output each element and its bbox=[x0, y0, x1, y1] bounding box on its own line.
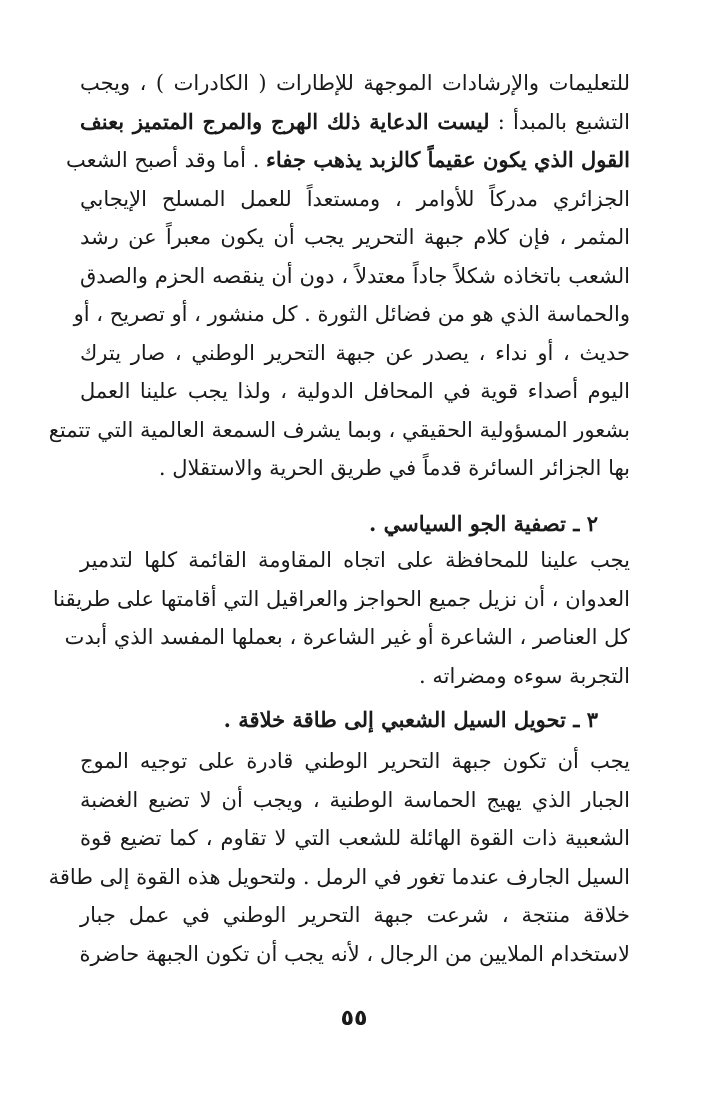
text-line-mixed bbox=[80, 103, 630, 142]
text-line: اليوم أصداء قوية في المحافل الدولية ، ولذا يجب علينا العمل bbox=[80, 379, 630, 403]
text-line: الجبار الذي يهيج الحماسة الوطنية ، ويجب أن لا تضيع الغضبة bbox=[80, 787, 630, 812]
text-line: السيل الجارف عندما تغور في الرمل . ولتحويل هذه القوة إلى طاقة bbox=[48, 864, 630, 889]
text-line: الشعب باتخاذه شكلاً جاداً معتدلاً ، دون أن ينقصه الحزم والصدق bbox=[80, 263, 630, 288]
text-line: حديث ، أو نداء ، يصدر عن جبهة التحرير الوطني ، صار يترك bbox=[80, 340, 630, 365]
text-line: للتعليمات والإرشادات الموجهة للإطارات ( الكادرات ) ، ويجب bbox=[80, 71, 630, 95]
text-line: يجب أن تكون جبهة التحرير الوطني قادرة على توجيه الموج bbox=[80, 749, 630, 773]
text-line-end: . أما وقد أصبح الشعب bbox=[66, 148, 267, 172]
paragraph-political-climate bbox=[52, 541, 630, 695]
text-line: الجزائري مدركاً للأوامر ، ومستعداً للعمل المسلح الإيجابي bbox=[80, 186, 630, 211]
text-line: بها الجزائر السائرة قدماً في طريق الحرية والاستقلال . bbox=[158, 456, 630, 480]
bold-principle: ليست الدعاية ذلك الهرج والمرج المتميز بعنف bbox=[80, 108, 490, 134]
text-line: الشعبية ذات القوة الهائلة للشعب التي لا تقاوم ، كما تضيع قوة bbox=[80, 826, 630, 850]
text-line-mixed bbox=[66, 141, 630, 180]
text-line: لاستخدام الملايين من الرجال ، لأنه يجب أن تكون الجبهة حاضرة bbox=[79, 941, 630, 966]
text-line: التجربة سوءه ومضراته . bbox=[419, 663, 630, 688]
text-line: والحماسة الذي هو من فضائل الثورة . كل منشور ، أو تصريح ، أو bbox=[73, 302, 630, 326]
bold-principle-continued: القول الذي يكون عقيماً كالزبد يذهب جفاء bbox=[266, 147, 630, 172]
section-heading-3: ٣ ـ تحويل السيل الشعبي إلى طاقة خلاقة . bbox=[223, 707, 598, 732]
page-number: ٥٥ bbox=[340, 1006, 368, 1031]
section-heading-2: ٢ ـ تصفية الجو السياسي . bbox=[368, 511, 598, 536]
text-line: يجب علينا للمحافظة على اتجاه المقاومة القائمة كلها لتدمير bbox=[80, 548, 630, 572]
text-line: خلاقة منتجة ، شرعت جبهة التحرير الوطني في عمل جبار bbox=[80, 903, 630, 927]
text-line: كل العناصر ، الشاعرة أو غير الشاعرة ، بعملها المفسد الذي أبدت bbox=[64, 625, 630, 649]
paragraph-propaganda bbox=[48, 64, 630, 488]
paragraph-popular-torrent bbox=[48, 742, 630, 973]
text-line: المثمر ، فإن كلام جبهة التحرير يجب أن يكون معبراً عن رشد bbox=[80, 225, 630, 249]
text-line: بشعور المسؤولية الحقيقي ، وبما يشرف السمعة العالمية التي تتمتع bbox=[48, 417, 630, 442]
text-line: العدوان ، أن نزيل جميع الحواجز والعراقيل التي أقامتها على طريقنا bbox=[52, 586, 630, 611]
text-line-start: التشبع بالمبدأ : bbox=[489, 109, 630, 134]
